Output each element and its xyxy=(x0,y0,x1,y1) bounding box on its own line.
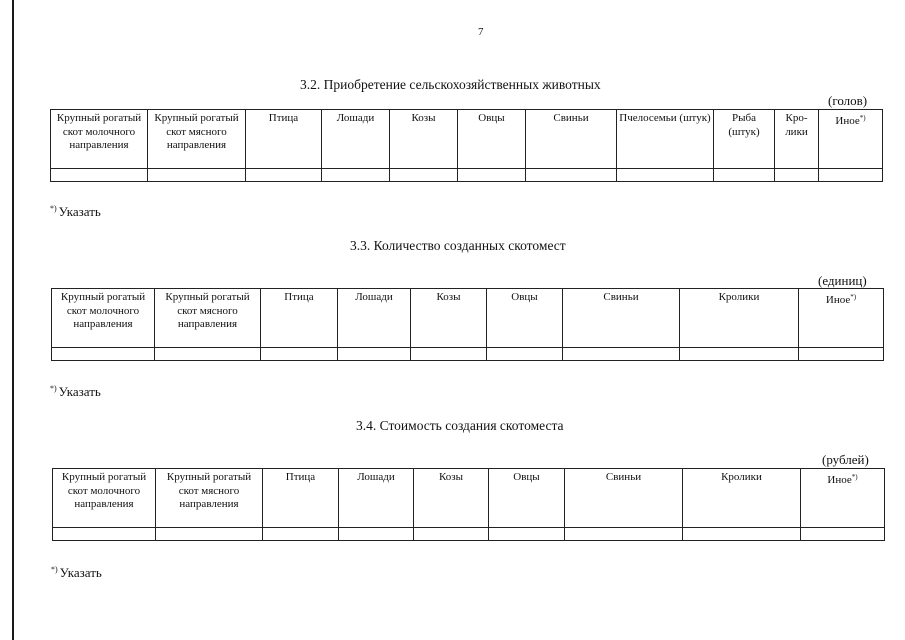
column-header: Лошади xyxy=(322,110,390,169)
footnote-marker: *) xyxy=(51,565,58,574)
input-cell[interactable] xyxy=(263,528,339,541)
column-header: Овцы xyxy=(487,289,563,348)
input-cell[interactable] xyxy=(799,348,884,361)
section-32-title: 3.2. Приобретение сельскохозяйственных животных xyxy=(300,77,601,92)
section-34-table xyxy=(52,468,885,541)
column-header: Рыба (штук) xyxy=(714,110,775,169)
column-header: Козы xyxy=(414,469,489,528)
column-header: Птица xyxy=(263,469,339,528)
column-label: Иное xyxy=(825,294,851,306)
column-header: Свиньи xyxy=(565,469,683,528)
column-label: Иное xyxy=(827,474,852,486)
column-header: Овцы xyxy=(489,469,565,528)
column-header: Крупный рогатый скот мясного направления xyxy=(156,469,263,528)
column-header: Свиньи xyxy=(526,110,617,169)
column-header-other xyxy=(799,289,884,348)
section-34-unit: (рублей) xyxy=(822,452,869,467)
column-header: Крупный рогатый скот молочного направления xyxy=(52,289,155,348)
section-33-footnote xyxy=(50,384,101,400)
section-32-unit: (голов) xyxy=(828,93,868,108)
section-34-footnote xyxy=(51,565,102,581)
input-cell[interactable] xyxy=(411,348,487,361)
input-cell[interactable] xyxy=(801,528,885,541)
input-cell[interactable] xyxy=(322,169,390,182)
input-cell[interactable] xyxy=(487,348,563,361)
input-cell[interactable] xyxy=(683,528,801,541)
column-header: Пчелосемьи (штук) xyxy=(617,110,714,169)
input-cell[interactable] xyxy=(563,348,680,361)
section-33-unit: (единиц) xyxy=(818,273,867,288)
footnote-marker: *) xyxy=(850,293,857,301)
input-cell[interactable] xyxy=(51,169,148,182)
section-32-table xyxy=(50,109,883,182)
column-header: Птица xyxy=(246,110,322,169)
column-header: Козы xyxy=(411,289,487,348)
column-header: Птица xyxy=(261,289,338,348)
footnote-text: Указать xyxy=(59,565,102,580)
input-cell[interactable] xyxy=(53,528,156,541)
column-header: Лошади xyxy=(338,289,411,348)
input-cell[interactable] xyxy=(775,169,819,182)
input-cell[interactable] xyxy=(390,169,458,182)
input-cell[interactable] xyxy=(155,348,261,361)
input-cell[interactable] xyxy=(246,169,322,182)
column-header: Кролики xyxy=(680,289,799,348)
column-header: Козы xyxy=(390,110,458,169)
column-header: Крупный рогатый скот молочного направления xyxy=(51,110,148,169)
input-cell[interactable] xyxy=(714,169,775,182)
section-34-title: 3.4. Стоимость создания скотоместа xyxy=(356,418,564,433)
footnote-marker: *) xyxy=(851,473,858,481)
column-header: Свиньи xyxy=(563,289,680,348)
column-label: Иное xyxy=(835,115,860,127)
input-cell[interactable] xyxy=(458,169,526,182)
section-33-table xyxy=(51,288,884,361)
section-32-footnote xyxy=(50,204,101,220)
column-header-other xyxy=(801,469,885,528)
input-cell[interactable] xyxy=(526,169,617,182)
column-header: Кро- лики xyxy=(775,110,819,169)
left-margin-rule xyxy=(12,0,14,640)
footnote-text: Указать xyxy=(58,384,101,399)
column-header: Лошади xyxy=(339,469,414,528)
input-cell[interactable] xyxy=(156,528,263,541)
column-header: Кролики xyxy=(683,469,801,528)
footnote-marker: *) xyxy=(50,384,57,393)
footnote-marker: *) xyxy=(50,204,57,213)
input-cell[interactable] xyxy=(339,528,414,541)
column-header: Крупный рогатый скот молочного направления xyxy=(53,469,156,528)
input-cell[interactable] xyxy=(489,528,565,541)
column-header: Крупный рогатый скот мясного направления xyxy=(155,289,261,348)
column-header: Крупный рогатый скот мясного направления xyxy=(148,110,246,169)
input-cell[interactable] xyxy=(617,169,714,182)
input-cell[interactable] xyxy=(819,169,883,182)
input-cell[interactable] xyxy=(148,169,246,182)
footnote-text: Указать xyxy=(58,204,101,219)
section-33-title: 3.3. Количество созданных скотомест xyxy=(350,238,566,253)
input-cell[interactable] xyxy=(261,348,338,361)
footnote-marker: *) xyxy=(859,114,866,122)
page-number: 7 xyxy=(478,26,484,38)
input-cell[interactable] xyxy=(680,348,799,361)
input-cell[interactable] xyxy=(565,528,683,541)
input-cell[interactable] xyxy=(338,348,411,361)
input-cell[interactable] xyxy=(52,348,155,361)
input-cell[interactable] xyxy=(414,528,489,541)
column-header-other xyxy=(819,110,883,169)
column-header: Овцы xyxy=(458,110,526,169)
